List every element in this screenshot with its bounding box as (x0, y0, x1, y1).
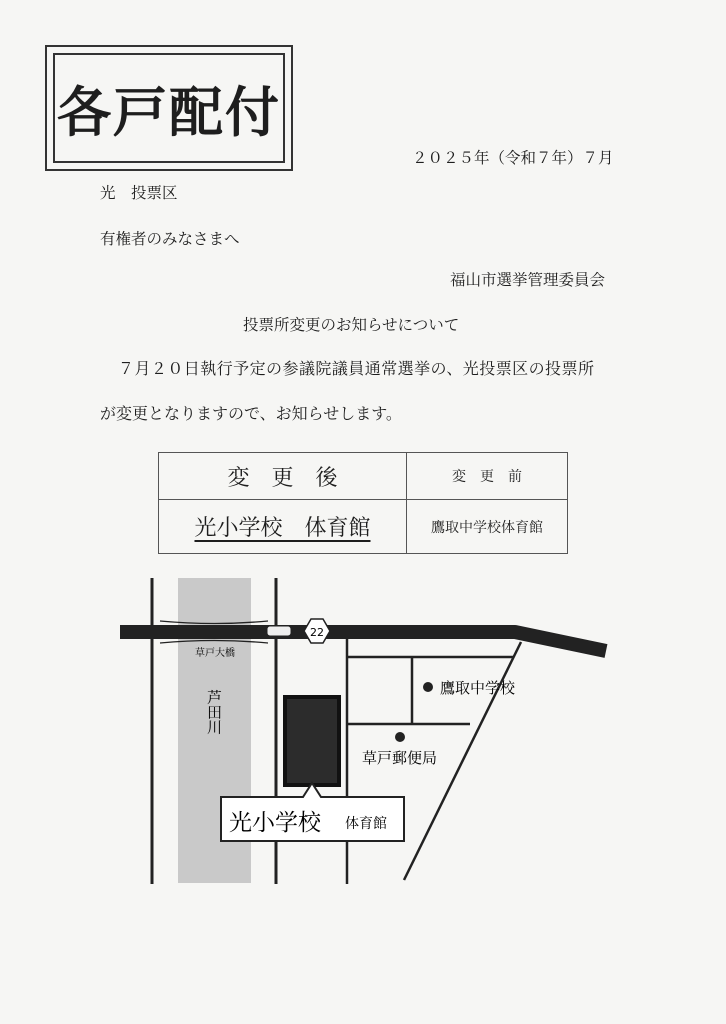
river-label: 芦田川 (205, 689, 223, 735)
venue-sub-label: 体育館 (345, 816, 387, 832)
voting-district: 光 投票区 (100, 184, 178, 202)
notice-title: 投票所変更のお知らせについて (243, 316, 460, 334)
junior-high-label: 鷹取中学校 (440, 679, 516, 697)
notice-body-line1: ７月２０日執行予定の参議院議員通常選挙の、光投票区の投票所 (118, 359, 595, 378)
venue-main-label: 光小学校 (229, 810, 321, 836)
after-header: 変 更 後 (159, 453, 407, 500)
before-value: 鷹取中学校体育館 (431, 519, 543, 536)
route-number: 22 (310, 626, 324, 639)
post-office-label: 草戸郵便局 (362, 749, 438, 767)
stamp-label: 各戸配付 (53, 53, 285, 163)
issue-date: ２０２５年（令和７年）７月 (412, 149, 614, 167)
junior-high-marker (423, 682, 433, 692)
bridge-label: 草戸大橋 (195, 648, 235, 659)
post-office-marker (395, 732, 405, 742)
notice-body-line2: が変更となりますので、お知らせします。 (100, 404, 402, 423)
greeting: 有権者のみなさまへ (100, 230, 240, 248)
before-header: 変 更 前 (407, 453, 567, 500)
issuer: 福山市選挙管理委員会 (450, 271, 606, 289)
road-marker (267, 626, 291, 636)
gymnasium-building (285, 697, 339, 785)
after-value: 光小学校 体育館 (159, 500, 407, 553)
